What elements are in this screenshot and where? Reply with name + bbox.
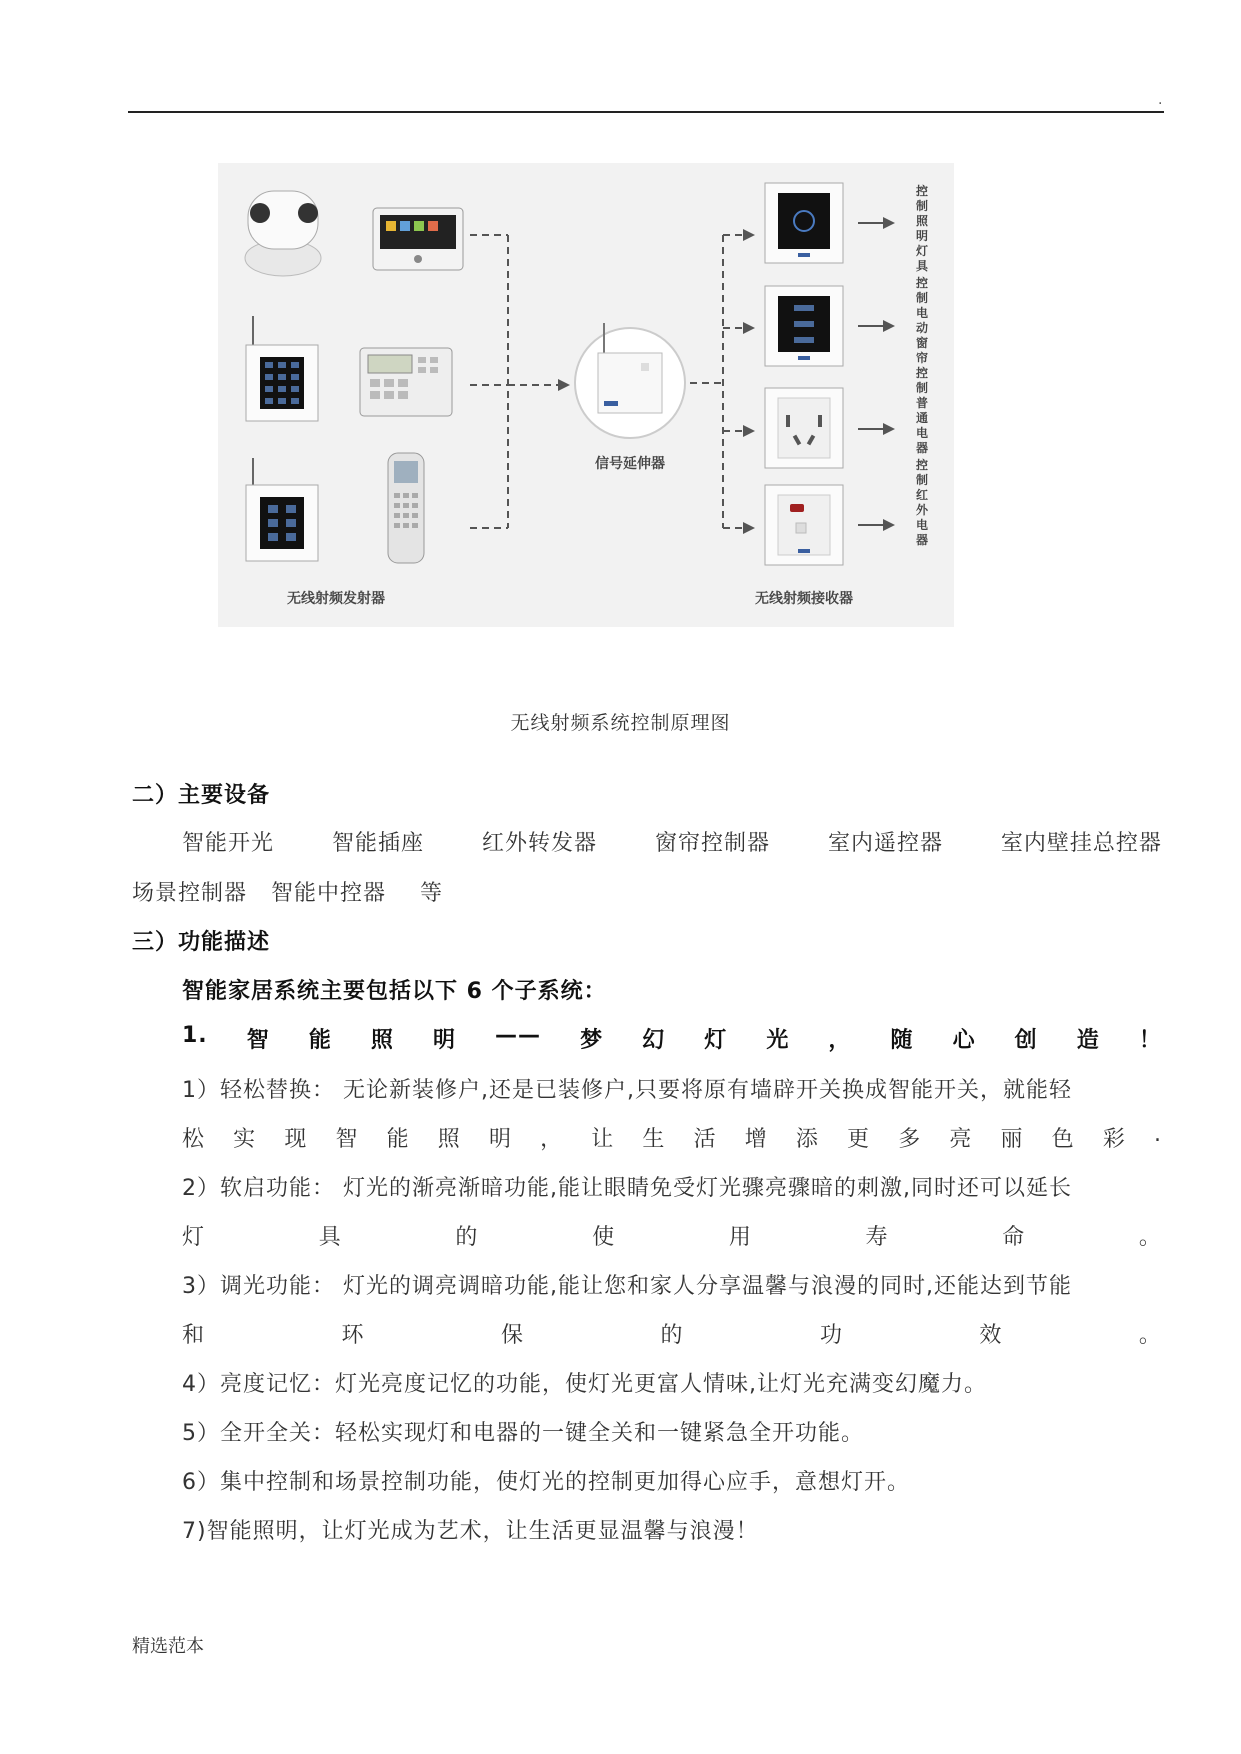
alarm-panel-image xyxy=(360,348,452,416)
p6: 6）集中控制和场景控制功能，使灯光的控制更加得心应手，意想灯开。 xyxy=(182,1470,910,1495)
s2l1-token: 智能插座 xyxy=(331,831,424,856)
output-label-1: 控制照明灯具 xyxy=(916,184,929,273)
sub1-token: ！ xyxy=(1138,1028,1162,1053)
receiver-curtain-switch-image xyxy=(765,286,843,366)
sub1-token: 智 xyxy=(246,1028,270,1053)
header-marker: . xyxy=(1158,92,1163,108)
p7: 7)智能照明，让灯光成为艺术，让生活更显温馨与浪漫！ xyxy=(182,1519,759,1544)
sub1-token: 随 xyxy=(890,1028,914,1053)
p1l2-token: 活 xyxy=(693,1127,717,1152)
p3l2-token: 。 xyxy=(1138,1323,1162,1348)
sub1-token: 心 xyxy=(952,1028,976,1053)
s2l1-token: 窗帘控制器 xyxy=(654,831,770,856)
sub1-token: 1. xyxy=(182,1023,208,1048)
receiver-arrows xyxy=(743,229,755,534)
transmitter-connectors xyxy=(470,235,558,528)
sub1-token: 造 xyxy=(1076,1028,1100,1053)
p1l2-token: 照 xyxy=(437,1127,461,1152)
p1l2-token: 现 xyxy=(284,1127,308,1152)
p3l2-token: 功 xyxy=(819,1323,843,1348)
p2l2-token: 。 xyxy=(1138,1225,1162,1250)
p1l2-token: 能 xyxy=(386,1127,410,1152)
p1l2-token: ， xyxy=(540,1127,564,1152)
equipment-list-line2 xyxy=(132,876,477,907)
receiver-connectors xyxy=(690,235,743,528)
equipment-item: 场景控制器 xyxy=(132,881,248,906)
p1l2-token: 松 xyxy=(182,1127,206,1152)
p3l2-token: 环 xyxy=(341,1323,365,1348)
output-label-3: 控制普通电器 xyxy=(916,366,929,455)
p4: 4）亮度记忆：灯光亮度记忆的功能，使灯光更富人情味,让灯光充满变幻魔力。 xyxy=(182,1372,987,1397)
sub1-token: 灯 xyxy=(704,1028,728,1053)
section3-intro: 智能家居系统主要包括以下 6 个子系统： xyxy=(182,979,607,1004)
p1l2-token: 实 xyxy=(233,1127,257,1152)
p5: 5）全开全关：轻松实现灯和电器的一键全关和一键紧急全开功能。 xyxy=(182,1421,864,1446)
sub1-token: 幻 xyxy=(642,1028,666,1053)
s2l1-token: 室内遥控器 xyxy=(827,831,943,856)
wireless-scene-switch-image xyxy=(246,458,318,561)
section2-title: 二）主要设备 xyxy=(132,783,271,808)
figure-caption: 无线射频系统控制原理图 xyxy=(510,712,731,734)
p1l2-token: 智 xyxy=(335,1127,359,1152)
p1l2-token: 更 xyxy=(847,1127,871,1152)
p3-line2 xyxy=(182,1318,1162,1349)
header-rule xyxy=(128,111,1164,113)
p1l2-token: 让 xyxy=(591,1127,615,1152)
equipment-list-line1 xyxy=(182,826,1162,857)
sub1-token: 光 xyxy=(766,1028,790,1053)
equipment-item: 等 xyxy=(420,881,444,906)
section3-title: 三）功能描述 xyxy=(132,930,271,955)
touch-panel-image xyxy=(373,208,463,270)
p2-line1: 2）软启功能： 灯光的渐亮渐暗功能,能让眼睛免受灯光骤亮骤暗的刺激,同时还可以延长 xyxy=(182,1176,1072,1201)
p1l2-token: 生 xyxy=(642,1127,666,1152)
p3l2-token: 和 xyxy=(182,1323,206,1348)
receiver-ir-switch-image xyxy=(765,485,843,565)
p3l2-token: 效 xyxy=(979,1323,1003,1348)
p1-line1: 1）轻松替换： 无论新装修户,还是已装修户,只要将原有墙辟开关换成智能开关，就能轻 xyxy=(182,1078,1072,1103)
footer-text: 精选范本 xyxy=(132,1636,204,1657)
p1l2-token: . xyxy=(1153,1122,1162,1147)
p2l2-token: 使 xyxy=(592,1225,616,1250)
output-label-4: 控制红外电器 xyxy=(916,458,929,547)
s2l1-token: 红外转发器 xyxy=(481,831,597,856)
p2l2-token: 的 xyxy=(455,1225,479,1250)
p1l2-token: 亮 xyxy=(949,1127,973,1152)
p2l2-token: 具 xyxy=(318,1225,342,1250)
sub1-token: 创 xyxy=(1014,1028,1038,1053)
p3-line1: 3）调光功能： 灯光的调亮调暗功能,能让您和家人分享温馨与浪漫的同时,还能达到节能 xyxy=(182,1274,1072,1299)
sub1-token: 梦 xyxy=(580,1028,604,1053)
sub1-token: 照 xyxy=(370,1028,394,1053)
p2l2-token: 寿 xyxy=(865,1225,889,1250)
sub1-token: ， xyxy=(828,1028,852,1053)
camera-device-image xyxy=(245,191,321,276)
p1l2-token: 丽 xyxy=(1000,1127,1024,1152)
subsystem1-heading xyxy=(182,1023,1162,1054)
p1-line2 xyxy=(182,1122,1162,1153)
receiver-label: 无线射频接收器 xyxy=(755,591,853,607)
sub1-token: 明 xyxy=(432,1028,456,1053)
output-label-2: 控制电动窗帘 xyxy=(916,276,929,365)
p2l2-token: 命 xyxy=(1002,1225,1026,1250)
p1l2-token: 色 xyxy=(1051,1127,1075,1152)
s2l1-token: 室内壁挂总控器 xyxy=(1000,831,1162,856)
p2l2-token: 灯 xyxy=(182,1225,206,1250)
sub1-token: 能 xyxy=(308,1028,332,1053)
p1l2-token: 彩 xyxy=(1102,1127,1126,1152)
p1l2-token: 明 xyxy=(488,1127,512,1152)
p1l2-token: 多 xyxy=(898,1127,922,1152)
p2l2-token: 用 xyxy=(728,1225,752,1250)
extender-label: 信号延伸器 xyxy=(595,456,665,472)
transmitter-label: 无线射频发射器 xyxy=(287,591,385,607)
sub1-token: —— xyxy=(495,1023,542,1048)
rf-system-diagram xyxy=(218,163,954,627)
receiver-socket-image xyxy=(765,388,843,468)
p2-line2 xyxy=(182,1220,1162,1251)
s2l1-token: 智能开光 xyxy=(182,831,275,856)
wireless-keypad-switch-image xyxy=(246,316,318,421)
p1l2-token: 添 xyxy=(795,1127,819,1152)
signal-extender-image xyxy=(575,323,685,438)
remote-control-image xyxy=(388,453,424,563)
equipment-item: 智能中控器 xyxy=(271,881,387,906)
p3l2-token: 的 xyxy=(660,1323,684,1348)
p3l2-token: 保 xyxy=(500,1323,524,1348)
p1l2-token: 增 xyxy=(744,1127,768,1152)
receiver-light-switch-image xyxy=(765,183,843,263)
arrow-to-extender-icon xyxy=(558,379,570,391)
output-arrows xyxy=(858,223,883,525)
